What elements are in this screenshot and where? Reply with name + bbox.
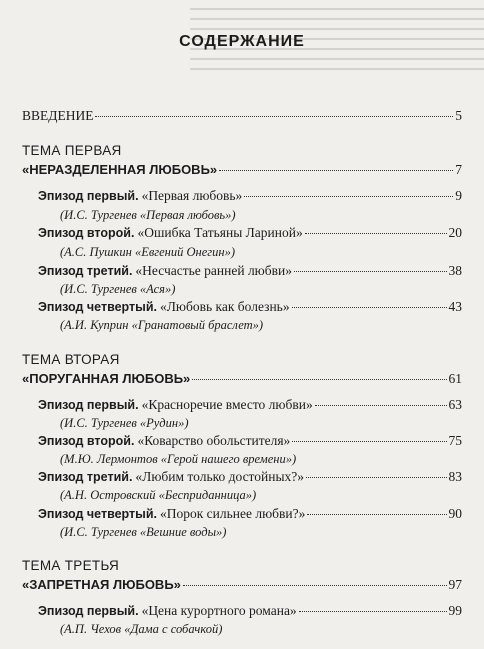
leader-dots: [219, 170, 453, 171]
page-number: 38: [448, 263, 462, 278]
episode-name: «Первая любовь»: [141, 188, 243, 203]
episode-source: (М.Ю. Лермонтов «Герой нашего времени»): [60, 452, 297, 466]
episode-source: (А.И. Куприн «Гранатовый браслет»): [60, 318, 264, 332]
episode-row: [38, 397, 462, 413]
page-number: 63: [448, 397, 462, 412]
theme-label: ТЕМА ПЕРВАЯ: [22, 143, 122, 158]
episode-name: «Ошибка Татьяны Лариной»: [137, 225, 303, 240]
episode-name: «Любим только достойных?»: [135, 469, 305, 484]
theme-title-row: [22, 162, 462, 178]
episode-row: [38, 263, 462, 279]
page-number: 75: [448, 433, 462, 448]
episode-name: «Цена курортного романа»: [141, 603, 297, 618]
episode-source: (А.С. Пушкин «Евгений Онегин»): [60, 245, 236, 259]
leader-dots: [292, 307, 447, 308]
page-number: 97: [448, 577, 462, 592]
episode-row: [38, 225, 462, 241]
episode-name: «Любовь как болезнь»: [159, 299, 290, 314]
episode-name: «Несчастье ранней любви»: [135, 263, 292, 278]
episode-row: [38, 603, 462, 619]
page-number: 83: [448, 469, 462, 484]
theme-title-row: [22, 371, 462, 387]
episode-source: (А.П. Чехов «Дама с собачкой): [60, 622, 223, 636]
episode-prefix: Эпизод первый.: [38, 189, 139, 203]
leader-dots: [294, 271, 447, 272]
theme-title: «ЗАПРЕТНАЯ ЛЮБОВЬ»: [22, 577, 181, 592]
episode-name: «Красноречие вместо любви»: [141, 397, 313, 412]
episode-name: «Коварство обольстителя»: [137, 433, 291, 448]
theme-title: «ПОРУГАННАЯ ЛЮБОВЬ»: [22, 371, 191, 386]
page-number: 7: [455, 162, 462, 177]
leader-dots: [299, 611, 447, 612]
page-number: 9: [455, 188, 462, 203]
episode-prefix: Эпизод первый.: [38, 398, 139, 412]
theme-title-row: [22, 577, 462, 593]
episode-prefix: Эпизод первый.: [38, 604, 139, 618]
page-number: 90: [448, 506, 462, 521]
leader-dots: [307, 514, 446, 515]
leader-dots: [315, 405, 447, 406]
episode-source: (И.С. Тургенев «Ася»): [60, 282, 176, 296]
episode-row: [38, 299, 462, 315]
page-title: СОДЕРЖАНИЕ: [179, 33, 305, 50]
page-number: 61: [448, 371, 462, 386]
theme-label: ТЕМА ТРЕТЬЯ: [22, 558, 120, 573]
episode-source: (И.С. Тургенев «Рудин»): [60, 416, 189, 430]
leader-dots: [292, 441, 446, 442]
episode-source: (И.С. Тургенев «Вешние воды»): [60, 525, 227, 539]
episode-row: [38, 188, 462, 204]
page-number: 43: [448, 299, 462, 314]
toc-intro-label: ВВЕДЕНИЕ: [22, 108, 94, 123]
episode-row: [38, 469, 462, 485]
episode-source: (И.С. Тургенев «Первая любовь»): [60, 208, 236, 222]
leader-dots: [95, 116, 453, 117]
page-number: 5: [455, 108, 462, 123]
episode-prefix: Эпизод четвертый.: [38, 507, 157, 521]
leader-dots: [305, 233, 447, 234]
episode-row: [38, 506, 462, 522]
episode-name: «Порок сильнее любви?»: [159, 506, 306, 521]
leader-dots: [244, 196, 453, 197]
toc-intro-row: [22, 108, 462, 124]
leader-dots: [306, 477, 446, 478]
leader-dots: [192, 379, 446, 380]
page-number: 99: [448, 603, 462, 618]
episode-prefix: Эпизод четвертый.: [38, 300, 157, 314]
episode-prefix: Эпизод третий.: [38, 470, 133, 484]
episode-prefix: Эпизод третий.: [38, 264, 133, 278]
theme-label: ТЕМА ВТОРАЯ: [22, 352, 120, 367]
leader-dots: [183, 585, 447, 586]
episode-source: (А.Н. Островский «Бесприданница»): [60, 488, 257, 502]
theme-title: «НЕРАЗДЕЛЕННАЯ ЛЮБОВЬ»: [22, 162, 218, 177]
episode-prefix: Эпизод второй.: [38, 226, 135, 240]
episode-prefix: Эпизод второй.: [38, 434, 135, 448]
page-number: 20: [448, 225, 462, 240]
episode-row: [38, 433, 462, 449]
